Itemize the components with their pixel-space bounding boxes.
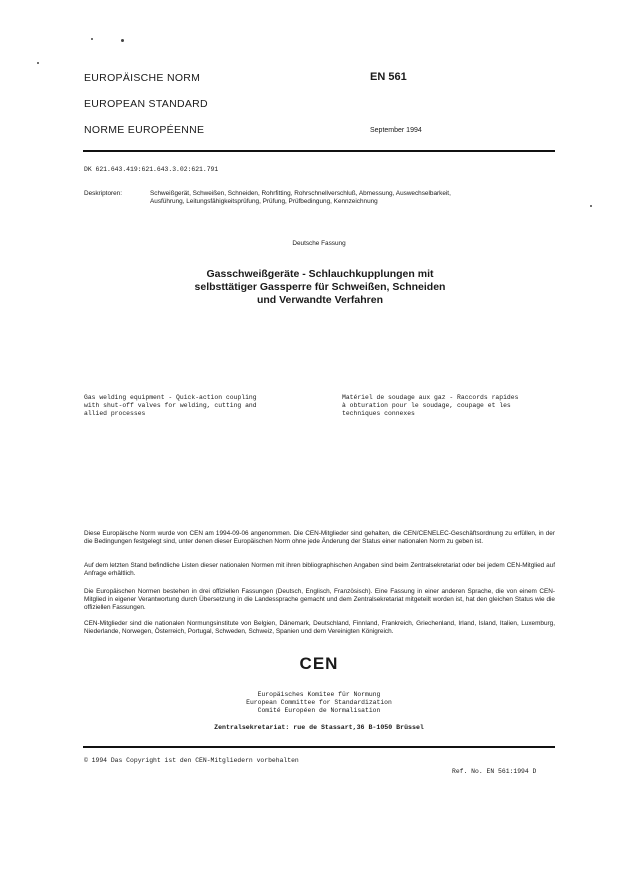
descriptors-label: Deskriptoren: — [84, 190, 123, 197]
english-title — [84, 394, 314, 418]
scan-speck — [91, 38, 93, 40]
scan-speck — [121, 39, 124, 42]
english-title-line: with shut-off valves for welding, cutting and — [84, 402, 257, 409]
english-title-line: Gas welding equipment - Quick-action coupling — [84, 394, 257, 401]
norm-title-fr: NORME EUROPÉENNE — [84, 124, 205, 136]
title-line: Gasschweißgeräte - Schlauchkupplungen mit — [206, 268, 434, 280]
french-title-line: à obturation pour le soudage, coupage et les — [342, 402, 511, 409]
reference-number: Ref. No. EN 561:1994 D — [452, 768, 537, 775]
dk-classification: DK 621.643.419:621.643.3.02:621.791 — [84, 166, 219, 173]
descriptors-line: Schweißgerät, Schweißen, Schneiden, Rohrfitting, Rohrschnellverschluß, Abmessung, Auswechselbarkeit, — [150, 190, 451, 197]
body-paragraph-lists: Auf dem letzten Stand befindliche Listen dieser nationalen Normen mit ihren bibliographischen Angaben sind beim Zentralsekretariat oder bei jedem CEN-Mitglied auf Anfrage erhältlich. — [84, 562, 555, 578]
cen-name-en: European Committee for Standardization — [246, 699, 392, 706]
norm-title-en: EUROPEAN STANDARD — [84, 98, 208, 110]
cen-logo: CEN — [299, 654, 339, 673]
document-title — [120, 268, 520, 307]
title-line: und Verwandte Verfahren — [256, 294, 384, 306]
central-secretariat: Zentralsekretariat: rue de Stassart,36 B-1050 Brüssel — [214, 724, 424, 731]
descriptors-line: Ausführung, Leitungsfähigkeitsprüfung, Prüfung, Prüfbedingung, Kennzeichnung — [150, 198, 378, 205]
descriptors-text — [150, 190, 555, 206]
language-version: Deutsche Fassung — [292, 240, 346, 247]
cen-name-de: Europäisches Komitee für Normung — [257, 691, 381, 698]
publication-date: September 1994 — [370, 127, 422, 134]
body-paragraph-adoption: Diese Europäische Norm wurde von CEN am 1994-09-06 angenommen. Die CEN-Mitglieder sind gehalten, die CEN/CENELEC-Geschäftsordnung zu erfüllen, in der die Bedingungen festgelegt sind, unter denen dieser Europäischen Norm ohne jede Änderung der Status einer nationalen Norm zu geben ist. — [84, 530, 555, 546]
copyright-notice: © 1994 Das Copyright ist den CEN-Mitgliedern vorbehalten — [84, 757, 299, 764]
footer-rule — [83, 746, 555, 748]
body-paragraph-versions: Die Europäischen Normen bestehen in drei offiziellen Fassungen (Deutsch, Englisch, Französisch). Eine Fassung in einer anderen Sprache, die von einem CEN-Mitglied in eigener Verantwortung durch Übersetzung in die Landessprache gemacht und dem Zentralsekretariat mitgeteilt worden ist, hat den gleichen Status wie die offiziellen Fassungen. — [84, 588, 555, 612]
cen-name-fr: Comité Européen de Normalisation — [257, 707, 381, 714]
french-title-line: Matériel de soudage aux gaz - Raccords rapides — [342, 394, 519, 401]
scan-speck — [590, 205, 592, 207]
french-title — [342, 394, 556, 418]
french-title-line: techniques connexes — [342, 410, 415, 417]
norm-title-de: EUROPÄISCHE NORM — [84, 72, 201, 84]
cen-names — [83, 691, 555, 715]
standard-number: EN 561 — [370, 71, 407, 83]
english-title-line: allied processes — [84, 410, 146, 417]
title-line: selbsttätiger Gassperre für Schweißen, Schneiden — [194, 281, 446, 293]
body-paragraph-members: CEN-Mitglieder sind die nationalen Normungsinstitute von Belgien, Dänemark, Deutschland, Finnland, Frankreich, Griechenland, Irland, Island, Italien, Luxemburg, Niederlande, Norwegen, Österreich, Portugal, Schweden, Schweiz, Spanien und dem Vereinigten Königreich. — [84, 620, 555, 636]
header-rule — [83, 150, 555, 152]
scan-speck — [37, 62, 39, 64]
